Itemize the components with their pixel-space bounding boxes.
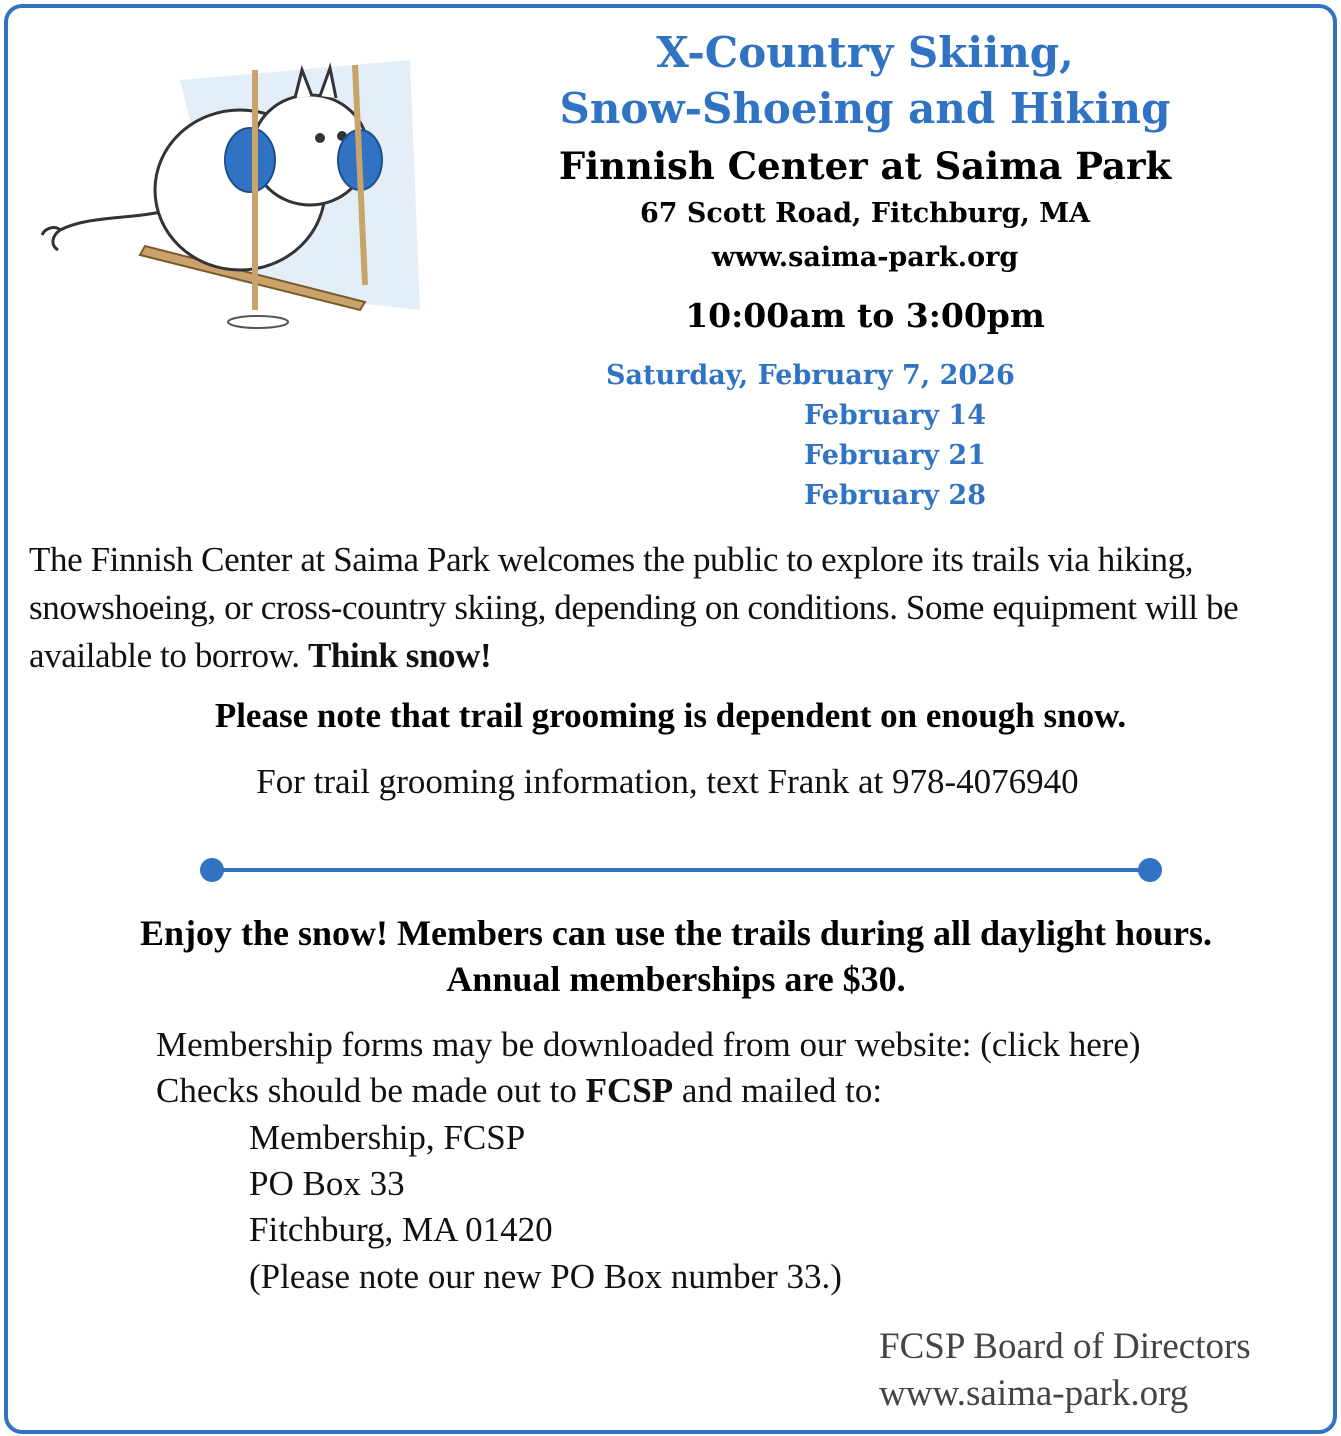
section-divider: [200, 855, 1175, 885]
title-line-1: X-Country Skiing,: [656, 28, 1074, 77]
venue-website[interactable]: www.saima-park.org: [711, 242, 1019, 273]
checks-suffix: and mailed to:: [673, 1071, 883, 1110]
event-date: February 28: [804, 480, 986, 511]
title-line-2: Snow-Shoeing and Hiking: [559, 84, 1171, 133]
dot-icon: [200, 858, 224, 882]
intro-emphasis: Think snow!: [307, 636, 492, 675]
grooming-info: For trail grooming information, text Frank at 978-4076940: [256, 762, 1079, 801]
checks-payee: FCSP: [585, 1071, 674, 1110]
mail-address-line: PO Box 33: [249, 1164, 405, 1203]
venue-name: Finnish Center at Saima Park: [558, 144, 1172, 188]
mail-address-line: Fitchburg, MA 01420: [249, 1210, 553, 1249]
mail-address-line: Membership, FCSP: [249, 1118, 526, 1157]
checks-prefix: Checks should be made out to: [156, 1071, 586, 1110]
membership-price: Annual memberships are $30.: [446, 959, 906, 999]
footer-signature: FCSP Board of Directors: [879, 1326, 1251, 1367]
venue-address: 67 Scott Road, Fitchburg, MA: [639, 198, 1091, 229]
mail-address-note: (Please note our new PO Box number 33.): [249, 1257, 842, 1296]
grooming-note: Please note that trail grooming is dependent on enough snow.: [214, 696, 1127, 735]
event-hours: 10:00am to 3:00pm: [685, 296, 1045, 335]
forms-link[interactable]: (click here): [980, 1025, 1141, 1064]
event-date: Saturday, February 7, 2026: [606, 360, 1015, 391]
members-info: Enjoy the snow! Members can use the trails during all daylight hours.: [139, 913, 1213, 953]
footer-website[interactable]: www.saima-park.org: [879, 1373, 1189, 1414]
intro-text: The Finnish Center at Saima Park welcomes the public to explore its trails via hiking, snowshoeing, or cross-country skiing, depending on conditions. Some equipment will be available to borrow.: [29, 540, 1239, 675]
membership-forms: [156, 1022, 1141, 1068]
intro-paragraph: [29, 536, 1319, 680]
moomin-skiing-illustration-icon: [30, 40, 430, 340]
forms-text: Membership forms may be downloaded from our website:: [156, 1025, 981, 1064]
event-date: February 14: [804, 400, 986, 431]
dot-icon: [1138, 858, 1162, 882]
event-date: February 21: [804, 440, 986, 471]
checks-instructions: [156, 1068, 882, 1114]
